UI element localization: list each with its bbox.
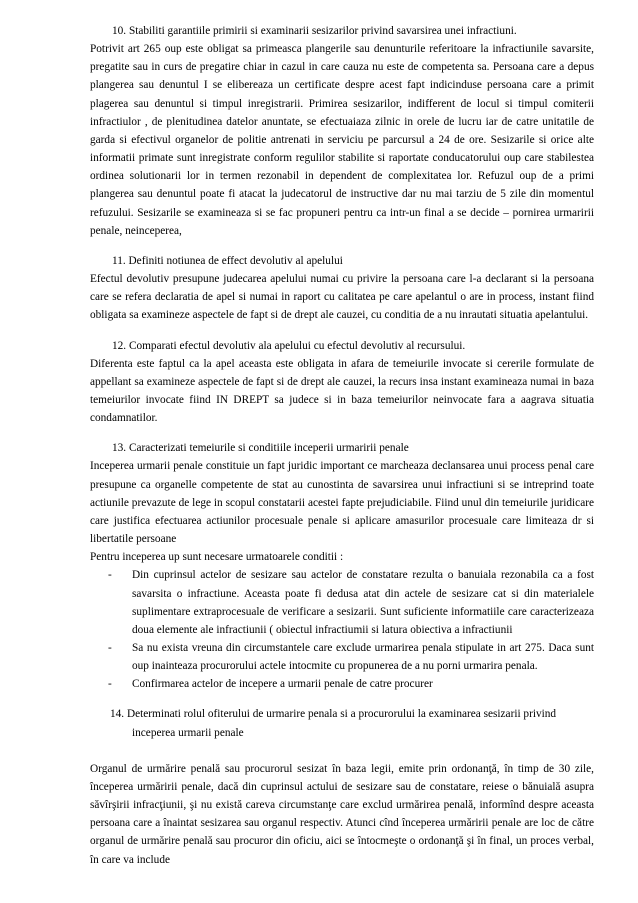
question-13-heading: 13. Caracterizati temeiurile si conditiile inceperii urmaririi penale [112,442,409,455]
question-11-heading: 11. Definiti notiunea de effect devolutiv al apelului [112,254,343,267]
dash-bullet: - [108,642,112,654]
answer-13-text: Inceperea urmarii penale constituie un fapt juridic important ce marcheaza declansarea unui process penal care presupune ca organelle competente de stat au cunostinta de savarsirea unui infractiuni si se intreprind toate actiunile prevazute de lege in scopul constatarii acestei fapte prejudiciabile. Fiind unul din temeiurile juridicare care justifica efectuarea actiunilor procesuale penale si aplicare amasurilor procesuale care limiteaza dr si libertatile persoane [90,460,594,546]
question-12-heading: 12. Comparati efectul devolutiv ala apelului cu efectul devolutiv al recursului. [112,339,466,352]
condition-text: Confirmarea actelor de incepere a urmarii penale de catre procurer [132,678,433,691]
answer-11-text: Efectul devolutiv presupune judecarea apelului numai cu privire la persoana care l-a declarant si la persoana care se refera declaratia de apel si numai in raport cu calitatea pe care apelantul o are in process, instant fiind obligata sa examineze aspectele de fapt si de drept ale cauzei, cu conditia de a nu inrautati situatia apelantului. [90,273,594,322]
question-14-heading: 14. Determinati rolul ofiterului de urmarire penala si a procurorului la examinarea sesizarii privind inceperea urmarii penale [110,708,557,739]
condition-item-1 [90,566,594,639]
question-10-heading: 10. Stabiliti garantiile primirii si examinarii sesizarilor privind savarsirea unei infractiuni. [112,25,517,37]
answer-10-text: Potrivit art 265 oup este obligat sa primeasca plangerile sau denunturile referitoare la infractiunile savarsite, pregatite sau in curs de pregatire chiar in cazul in care cauza nu este de competenta sa. Persoana care a depus plangerea sau denuntul I se elibereaza un certificate despre acest fapt indicinduse persoana care a primit plagerea sau denuntul si timpul inregistrarii. Primirea sesizarilor, indifferent de locul si timpul comiterii infractiulor , de plenitudinea datelor anuntate, se efectuaiaza zilnic in orele de lucru iar de catre unitatile de garda si efectivul organelor de politie antrenati in serviciu pe parcursul a 24 de ore. Sesizarile si orice alte informatii primate sunt inregistrate conform regulilor stabilite si raportate conducatorului oup care stabilestea ordinea solutionarii lor in termen rezonabil in dependent de complexitatea lor. Refuzul oup de a primi plangerea sau denuntul poate fi atacat la judecatorul de instructive dar nu mai tarziu de 5 zile din momentul refuzului. Sesizarile se examineaza si se fac propuneri pentru ca intr-un final a se decide – pornirea urmaririi penale, neinceperea, [90,43,594,237]
answer-12-text: Diferenta este faptul ca la apel aceasta este obligata in afara de temeiurile invocate si cererile formulate de appellant sa examineze aspectele de fapt si de drept ale cauzei, la recurs insa instant examineaza numai in baza temeiurilor invocate fiind IN DREPT sa judece si in baza temeiurilor neinvocate fara a aagrava situatia condamnatilor. [90,357,594,425]
condition-text: Sa nu exista vreuna din circumstantele care exclude urmarirea penala stipulate in art 275. Daca sunt oup inainteaza procurorului actele intocmite cu propunerea de a nu porni urmarira penala. [132,642,594,673]
answer-14-text: Organul de urmărire penală sau procurorul sesizat în baza legii, emite prin ordonanţă, în timp de 30 zile, începerea urmăririi penale, dacă din cuprinsul actului de sesizare sau de constatare, reiese o bănuială asupra săvîrşirii infracţiunii, şi nu există careva circumstanţe care exclud urmărirea penală, informînd despre aceasta persoana care a înaintat sesizarea sau organul respectiv. Atunci cînd începerea urmăririi penale are loc de către organul de urmărire penală sau procuror din oficiu, aici se întocmeşte o ordonanţă şi în final, un proces verbal, în care va include [90,762,594,866]
conditions-intro: Pentru inceperea up sunt necesare urmatoarele conditii : [90,551,344,564]
condition-item-3 [90,675,594,693]
document-page [90,22,594,869]
dash-bullet: - [108,678,112,691]
condition-item-2 [90,639,594,675]
dash-bullet: - [108,569,112,582]
condition-text: Din cuprinsul actelor de sesizare sau actelor de constatare rezulta o banuiala rezonabila ca a fost savarsita o infractiune. Aceasta poate fi dedusa atat din actele de sesizare cat si din materialele suplimentare extraprocesuale de verificare a sesizarii. Sunt suficiente informatiile care caracterizeaza doua elemente ale infractiunii ( obiectul infractiumii si latura obiectiva a infractiunii [132,569,594,636]
